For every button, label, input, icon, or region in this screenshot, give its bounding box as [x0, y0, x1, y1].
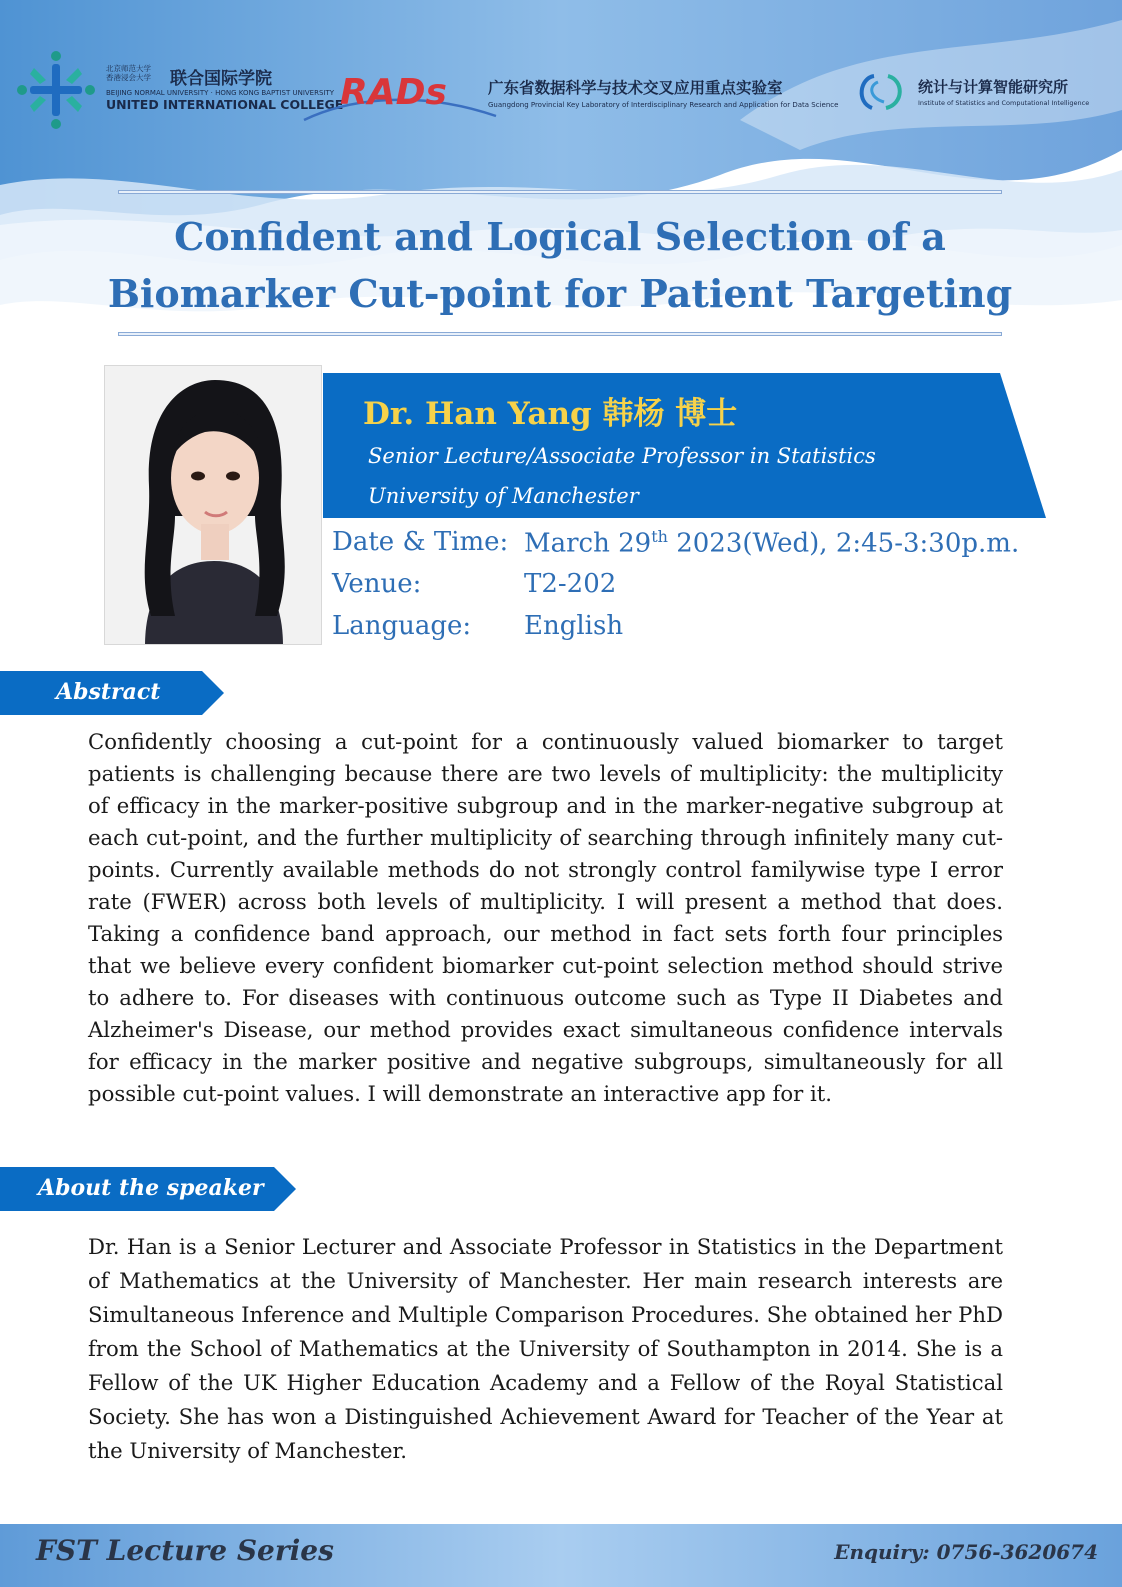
gd-lab-cn: 广东省数据科学与技术交叉应用重点实验室	[488, 79, 783, 97]
uic-logo	[14, 48, 98, 132]
lecture-title-line-2: Biomarker Cut-point for Patient Targeting	[107, 271, 1013, 316]
isci-en: Institute of Statistics and Computational Intelligence	[918, 99, 1090, 107]
uic-cn-small-2: 香港浸会大学	[106, 73, 151, 82]
info-language-row	[332, 611, 624, 641]
about-speaker-heading: About the speaker	[38, 1175, 264, 1201]
info-venue-label: Venue:	[332, 569, 422, 599]
info-venue-row	[332, 569, 617, 599]
about-speaker-text: Dr. Han is a Senior Lecturer and Associate Professor in Statistics in the Department of Mathematics at the University of Manchester. Her main research interests are Simultaneous Inference and Multiple Comparison Procedures. She obtained her PhD from the School of Mathematics at the University of Southampton in 2014. She is a Fellow of the UK Higher Education Academy and a Fellow of the Royal Statistical Society. She has won a Distinguished Achievement Award for Teacher of the Year at the University of Manchester.	[88, 1234, 1003, 1463]
footer-enquiry: Enquiry: 0756-3620674	[834, 1540, 1098, 1564]
info-date-post: 2023(Wed), 2:45-3:30p.m.	[667, 528, 1020, 559]
uic-en-name: UNITED INTERNATIONAL COLLEGE	[106, 97, 344, 112]
info-date-sup: th	[651, 527, 668, 546]
isci-logo	[854, 72, 908, 112]
speaker-portrait-graphic	[105, 366, 322, 645]
speaker-photo	[104, 365, 322, 645]
gd-lab-text-block	[488, 76, 838, 109]
info-date-pre: March 29	[524, 528, 652, 559]
footer-series: FST Lecture Series	[36, 1534, 334, 1567]
isci-cn: 统计与计算智能研究所	[918, 78, 1069, 96]
speaker-position: Senior Lecture/Associate Professor in Statistics	[368, 444, 876, 468]
info-date-row	[332, 527, 1020, 559]
info-language-value: English	[524, 611, 624, 641]
info-language-label: Language:	[332, 611, 472, 641]
abstract-heading: Abstract	[56, 679, 161, 705]
isci-text-block	[918, 76, 1089, 107]
lecture-title	[60, 208, 1060, 322]
uic-en-small: BEIJING NORMAL UNIVERSITY · HONG KONG BAPTIST UNIVERSITY	[106, 89, 335, 97]
uic-cn-small-1: 北京师范大学	[106, 64, 151, 73]
info-date-label: Date & Time:	[332, 527, 509, 557]
speaker-name: Dr. Han Yang 韩杨 博士	[363, 396, 738, 432]
title-rule-bottom	[118, 332, 1002, 336]
logo-bar	[0, 0, 1122, 140]
rads-logo	[300, 60, 500, 126]
title-rule-top	[118, 190, 1002, 194]
info-date-value	[524, 527, 1019, 559]
speaker-university: University of Manchester	[368, 484, 639, 508]
abstract-text: Confidently choosing a cut-point for a continuously valued biomarker to target patients is challenging because there are two levels of multiplicity: the multiplicity of efficacy in the marker-positive subgroup and in the marker-negative subgroup at each cut-point, and the further multiplicity of searching through infinitely many cut-points. Currently available methods do not strongly control familywise type I error rate (FWER) across both levels of multiplicity. I will present a method that does. Taking a confidence band approach, our method in fact sets forth four principles that we believe every confident biomarker cut-point selection method should strive to adhere to. For diseases with continuous outcome such as Type II Diabetes and Alzheimer's Disease, our method provides exact simultaneous confidence intervals for efficacy in the marker positive and negative subgroups, simultaneously for all possible cut-point values. I will demonstrate an interactive app for it.	[88, 729, 1003, 1106]
rads-logo-text: RADs	[340, 72, 447, 113]
lecture-title-line-1: Confident and Logical Selection of a	[174, 214, 946, 259]
info-venue-value: T2-202	[524, 569, 617, 599]
uic-cn-name: 联合国际学院	[170, 69, 272, 89]
gd-lab-en: Guangdong Provincial Key Laboratory of Interdisciplinary Research and Application for Data Science	[488, 101, 839, 109]
